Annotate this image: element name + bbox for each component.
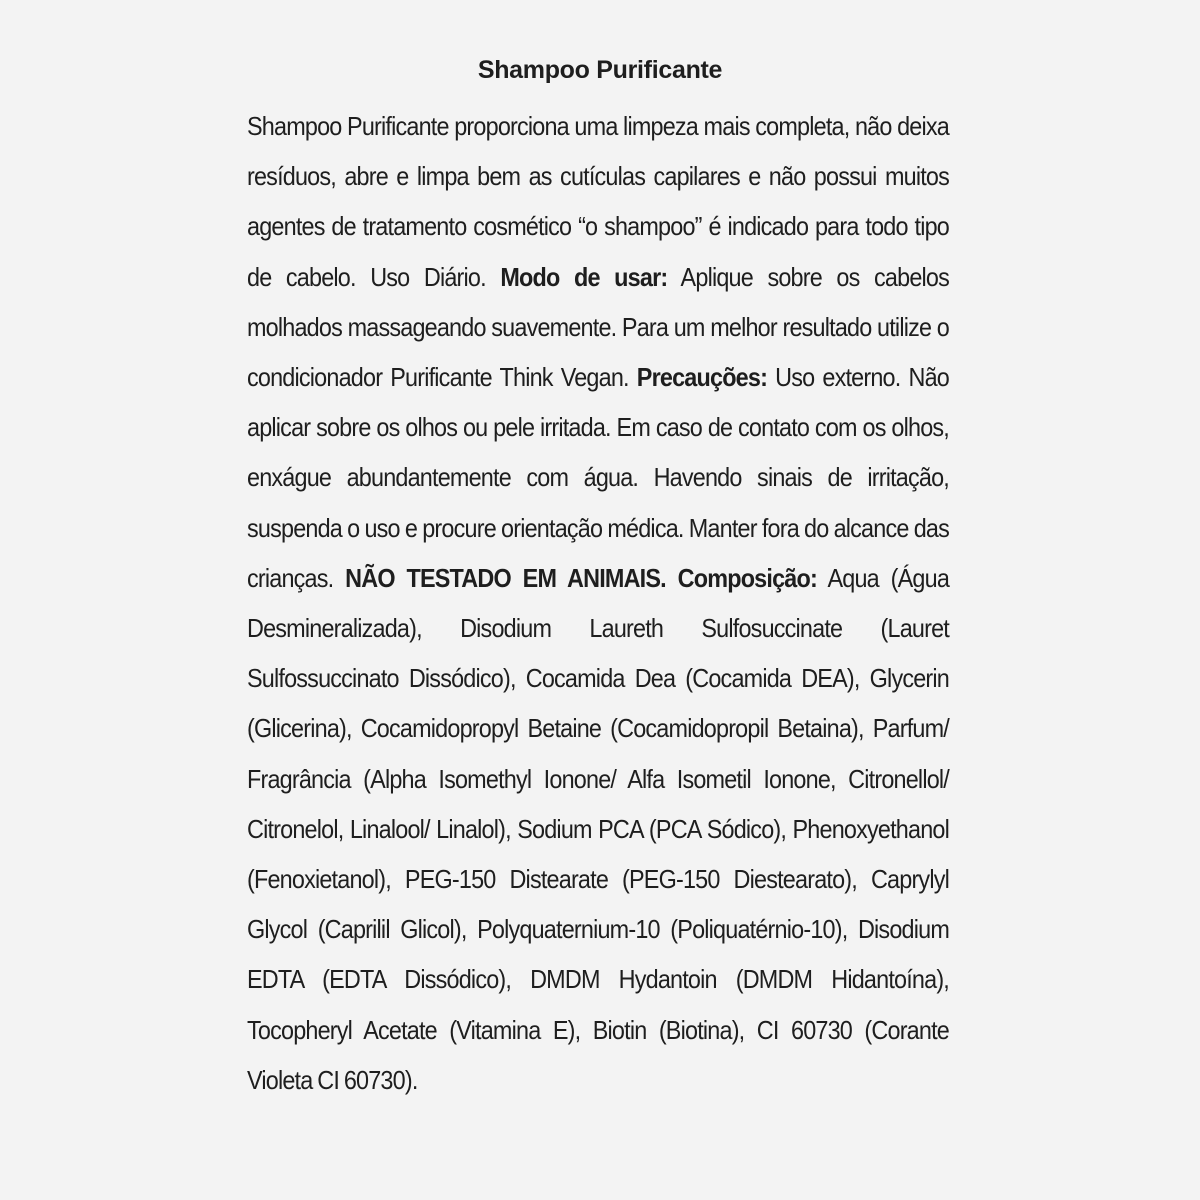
precautions-label: Precauções: <box>636 362 768 393</box>
product-title: Shampoo Purificante <box>477 56 723 84</box>
product-description-block <box>247 101 949 1105</box>
usage-text: Aplique sobre os cabelos molhados massageando suavemente. Para um melhor resultado utilize o condicionador Purificante Think Vegan. <box>247 261 950 393</box>
description-text: Shampoo Purificante proporciona uma limpeza mais completa, não deixa resíduos, abre e limpa bem as cutículas capilares e não possui muitos agentes de tratamento cosmético “o shampoo” é indicado para todo tipo de cabelo. Uso Diário. <box>247 111 949 292</box>
composition-text: Aqua (Água Desmineralizada), Disodium Laureth Sulfosuccinate (Lauret Sulfossuccinato Dissódico), Cocamida Dea (Cocamida DEA), Glycerin (Glicerina), Cocamidopropyl Betaine (Cocamidopropil Betaina), Parfum/ Fragrância (Alpha Isomethyl Ionone/ Alfa Isometil Ionone, Citronellol/ Citronelol, Linalool/ Linalol), Sodium PCA (PCA Sódico), Phenoxyethanol (Fenoxietanol), PEG-150 Distearate (PEG-150 Diestearato), Caprylyl Glycol (Caprilil Glicol), Polyquaternium-10 (Poliquatérnio-10), Disodium EDTA (EDTA Dissódico), DMDM Hydantoin (DMDM Hidantoína), Tocopheryl Acetate (Vitamina E), Biotin (Biotina), CI 60730 (Corante Violeta CI 60730). <box>247 562 950 1095</box>
composition-label: Composição: <box>677 562 817 593</box>
usage-label: Modo de usar: <box>500 261 668 292</box>
precautions-text: Uso externo. Não aplicar sobre os olhos ou pele irritada. Em caso de contato com os olhos, enxágue abundantemente com água. Havendo sinais de irritação, suspenda o uso e procure orientação médica. Manter fora do alcance das crianças. <box>247 362 949 593</box>
not-tested-notice: NÃO TESTADO EM ANIMAIS. <box>345 562 666 593</box>
